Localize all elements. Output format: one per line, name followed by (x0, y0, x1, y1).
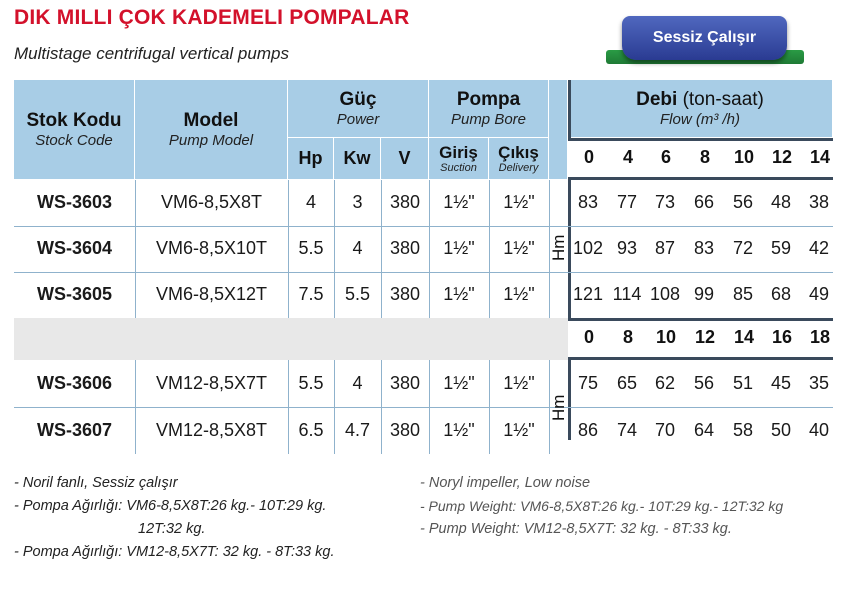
row-divider (14, 226, 833, 227)
bore-sublabel: Pump Bore (450, 110, 527, 128)
flow-point-label: 0 (583, 327, 594, 347)
head-value-cell: 121 (572, 284, 604, 304)
flow-point-label: 8 (699, 147, 710, 167)
hp-label: Hp (298, 148, 323, 168)
delivery-cell: 1½" (503, 238, 535, 258)
stock-code-cell: WS-3606 (36, 373, 113, 393)
hm-label-group-b: Hm (549, 394, 568, 421)
note-left-2: - Pompa Ağırlığı: VM6-8,5X8T:26 kg.- 10T:29 kg. (14, 498, 327, 514)
head-value-cell: 85 (732, 284, 754, 304)
head-value-cell: 77 (616, 192, 638, 212)
delivery-label: Çıkış (498, 142, 539, 162)
suction-cell: 1½" (443, 420, 475, 440)
stock-code-sublabel: Stock Code (35, 131, 113, 149)
head-value-cell: 73 (654, 192, 676, 212)
kw-header (334, 138, 381, 180)
head-value-cell: 45 (770, 373, 792, 393)
flow-point-label: 6 (660, 147, 671, 167)
stock-code-label: Stok Kodu (26, 109, 122, 131)
delivery-cell: 1½" (503, 420, 535, 440)
head-value-cell: 114 (612, 284, 642, 304)
hp-cell: 7.5 (298, 284, 324, 304)
head-value-cell: 58 (732, 420, 754, 440)
model-sublabel: Pump Model (168, 131, 254, 149)
note-right-3: - Pump Weight: VM12-8,5X7T: 32 kg. - 8T:33 kg. (420, 521, 732, 537)
flow-header (568, 80, 833, 138)
head-value-cell: 50 (770, 420, 792, 440)
flow-point-label: 14 (809, 147, 831, 167)
bore-label: Pompa (456, 88, 521, 110)
suction-cell: 1½" (443, 192, 475, 212)
flow-point-label: 4 (622, 147, 633, 167)
model-cell: VM12-8,5X7T (155, 373, 268, 393)
flow-point-label: 16 (771, 327, 793, 347)
head-value-cell: 56 (732, 192, 754, 212)
head-value-cell: 48 (770, 192, 792, 212)
head-value-cell: 83 (577, 192, 599, 212)
flow-point-label: 12 (771, 147, 793, 167)
kw-cell: 4 (352, 238, 363, 258)
stock-code-header (14, 80, 135, 180)
hp-cell: 5.5 (298, 373, 324, 393)
page-title: DIK MILLI ÇOK KADEMELI POMPALAR (14, 6, 410, 29)
head-value-cell: 87 (654, 238, 676, 258)
flow-point-label: 10 (655, 327, 677, 347)
note-right-1: - Noryl impeller, Low noise (420, 475, 591, 491)
bore-header (429, 80, 549, 138)
power-header (288, 80, 429, 138)
head-value-cell: 56 (693, 373, 715, 393)
hm-label-group-a: Hm (549, 234, 568, 261)
row-divider (14, 272, 833, 273)
head-value-cell: 99 (693, 284, 715, 304)
voltage-cell: 380 (389, 420, 421, 440)
head-value-cell: 38 (808, 192, 830, 212)
head-value-cell: 108 (649, 284, 681, 304)
power-sublabel: Power (336, 110, 380, 128)
head-value-cell: 49 (808, 284, 830, 304)
note-left-3: 12T:32 kg. (138, 521, 206, 537)
stock-code-cell: WS-3604 (36, 238, 113, 258)
model-label: Model (183, 109, 239, 131)
hp-header (288, 138, 334, 180)
head-value-cell: 40 (808, 420, 830, 440)
row-divider (14, 407, 833, 408)
model-cell: VM6-8,5X12T (155, 284, 268, 304)
head-value-cell: 62 (654, 373, 676, 393)
head-value-cell: 65 (616, 373, 638, 393)
note-left-4: - Pompa Ağırlığı: VM12-8,5X7T: 32 kg. - 8T:33 kg. (14, 544, 335, 560)
head-value-cell: 68 (770, 284, 792, 304)
voltage-cell: 380 (389, 373, 421, 393)
kw-cell: 5.5 (344, 284, 371, 304)
suction-cell: 1½" (443, 284, 475, 304)
delivery-cell: 1½" (503, 373, 535, 393)
delivery-header (489, 138, 549, 180)
group-separator-row (14, 318, 568, 360)
stock-code-cell: WS-3605 (36, 284, 113, 304)
suction-cell: 1½" (443, 238, 475, 258)
model-cell: VM12-8,5X8T (155, 420, 268, 440)
head-value-cell: 66 (693, 192, 715, 212)
kw-label: Kw (343, 148, 371, 168)
kw-cell: 3 (352, 192, 363, 212)
flow-point-label: 0 (583, 147, 594, 167)
head-value-cell: 64 (693, 420, 715, 440)
hp-cell: 6.5 (298, 420, 324, 440)
voltage-cell: 380 (389, 238, 421, 258)
voltage-cell: 380 (389, 192, 421, 212)
head-value-cell: 59 (770, 238, 792, 258)
flow-point-label: 8 (622, 327, 633, 347)
head-value-cell: 51 (732, 373, 754, 393)
flow-point-label: 18 (809, 327, 831, 347)
suction-sublabel: Suction (440, 161, 477, 174)
voltage-cell: 380 (389, 284, 421, 304)
suction-cell: 1½" (443, 373, 475, 393)
kw-cell: 4 (352, 373, 363, 393)
head-value-cell: 102 (572, 238, 604, 258)
head-value-cell: 93 (616, 238, 638, 258)
head-value-cell: 70 (654, 420, 676, 440)
page-subtitle: Multistage centrifugal vertical pumps (14, 44, 289, 63)
head-value-cell: 72 (732, 238, 754, 258)
hp-cell: 4 (305, 192, 316, 212)
model-cell: VM6-8,5X10T (155, 238, 268, 258)
head-value-cell: 75 (577, 373, 599, 393)
suction-header (429, 138, 489, 180)
note-right-2: - Pump Weight: VM6-8,5X8T:26 kg.- 10T:29 kg.- 12T:32 kg (420, 498, 784, 514)
silent-badge: Sessiz Çalışır (622, 16, 787, 60)
hp-cell: 5.5 (298, 238, 324, 258)
head-value-cell: 86 (577, 420, 599, 440)
hm-header-spacer (549, 80, 568, 180)
suction-label: Giriş (439, 142, 478, 162)
flow-point-label: 14 (733, 327, 755, 347)
flow-sublabel: Flow (m³ /h) (660, 110, 740, 128)
delivery-cell: 1½" (503, 284, 535, 304)
head-value-cell: 74 (616, 420, 638, 440)
v-header (381, 138, 429, 180)
power-label: Güç (339, 88, 377, 110)
flow-point-label: 12 (694, 327, 716, 347)
flow-point-label: 10 (733, 147, 755, 167)
kw-cell: 4.7 (344, 420, 371, 440)
flow-unit: (ton-saat) (682, 88, 764, 110)
model-header (135, 80, 288, 180)
head-value-cell: 83 (693, 238, 715, 258)
delivery-sublabel: Delivery (498, 161, 539, 174)
stock-code-cell: WS-3607 (36, 420, 113, 440)
head-value-cell: 35 (808, 373, 830, 393)
flow-label: Debi (636, 88, 678, 110)
stock-code-cell: WS-3603 (36, 192, 113, 212)
head-value-cell: 42 (808, 238, 830, 258)
v-label: V (398, 148, 411, 168)
model-cell: VM6-8,5X8T (160, 192, 263, 212)
note-left-1: - Noril fanlı, Sessiz çalışır (14, 475, 178, 491)
delivery-cell: 1½" (503, 192, 535, 212)
